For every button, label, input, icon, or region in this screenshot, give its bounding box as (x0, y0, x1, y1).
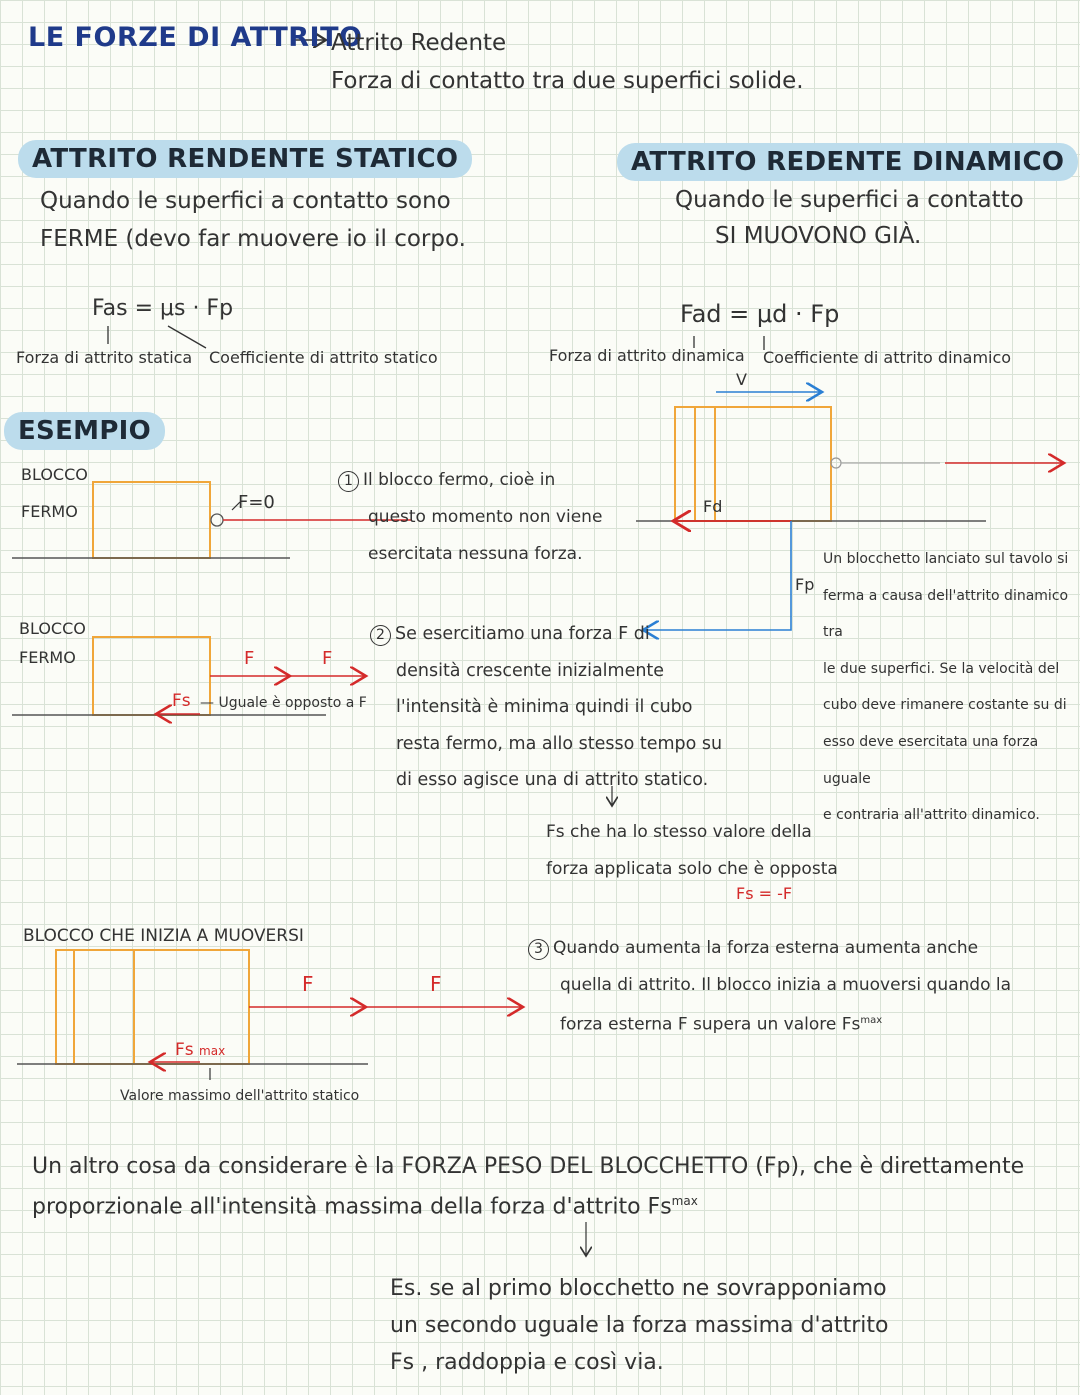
static-force-label: Forza di attrito statica (16, 348, 193, 367)
block-moving (17, 950, 523, 1080)
fs-note: Fs che ha lo stesso valore della forza applicata solo che è opposta (546, 822, 838, 879)
title-arrow-label: Attrito Redente (331, 30, 507, 56)
f-label-b: F (322, 648, 333, 669)
fsmax-label: Fs max (175, 1040, 226, 1060)
opposite-note: — Uguale è opposto a F (200, 695, 367, 711)
bottom-example: Es. se al primo blocchetto ne sovrapponiamo un secondo uguale la forza massima d'attrito Fs , raddoppia e così via. (390, 1276, 889, 1375)
f-label-d: F (430, 972, 442, 996)
fp-label: Fp (795, 575, 815, 594)
example-badge: ESEMPIO (4, 412, 165, 450)
dynamic-desc-2: SI MUOVONO GIÀ. (715, 223, 922, 249)
static-desc-2: FERME (devo far muovere io il corpo. (40, 226, 466, 252)
block1-label-1: BLOCCO (21, 465, 88, 484)
page-title: LE FORZE DI ATTRITO (28, 22, 363, 53)
step1-text: 1 Il blocco fermo, cioè in questo momento non viene esercitata nessuna forza. (338, 462, 602, 573)
f-label-a: F (244, 648, 255, 669)
fs-equation: Fs = -F (736, 884, 793, 903)
static-coeff-label: Coefficiente di attrito statico (209, 348, 438, 367)
block1-label-2: FERMO (21, 502, 78, 521)
block3-label: BLOCCO CHE INIZIA A MUOVERSI (23, 926, 304, 946)
f-zero-label: F=0 (238, 492, 275, 513)
static-desc-1: Quando le superfici a contatto sono (40, 188, 451, 214)
dynamic-badge: ATTRITO REDENTE DINAMICO (617, 143, 1078, 181)
bottom-line-1: Un altro cosa da considerare è la FORZA PESO DEL BLOCCHETTO (Fp), che è direttamente (32, 1154, 1025, 1179)
fsmax-note: Valore massimo dell'attrito statico (120, 1088, 360, 1104)
static-badge: ATTRITO RENDENTE STATICO (18, 140, 472, 178)
static-formula: Fas = μs · Fp (92, 296, 234, 321)
step3-text: 3 Quando aumenta la forza esterna aumenta anche quella di attrito. Il blocco inizia a muoversi quando la forza esterna F supera un valore $Fs^{max}$ (528, 930, 1011, 1043)
velocity-label: V (736, 370, 747, 389)
dynamic-formula: Fad = μd · Fp (680, 300, 840, 328)
bottom-line-2: proporzionale all'intensità massima della forza d'attrito $Fs^{max}$ (32, 1194, 698, 1220)
step2-text: 2 Se esercitiamo una forza F di densità crescente inizialmente l'intensità è minima quindi il cubo resta fermo, ma allo stesso tempo su di esso agisce una di attrito statico. (370, 616, 722, 799)
fs-label: Fs (172, 691, 191, 711)
dynamic-coeff-label: Coefficiente di attrito dinamico (763, 348, 1012, 367)
dynamic-desc-1: Quando le superfici a contatto (675, 187, 1024, 213)
block2-label-1: BLOCCO (19, 619, 86, 638)
block2-label-2: FERMO (19, 648, 76, 667)
dynamic-note: Un blocchetto lanciato sul tavolo si ferma a causa dell'attrito dinamico tra le due superfici. Se la velocità del cubo deve rimanere costante su di esso deve esercitata una forza uguale e contraria all'attrito dinamico. (823, 551, 1069, 824)
fd-label: Fd (703, 497, 723, 516)
definition-text: Forza di contatto tra due superfici solide. (331, 68, 804, 94)
f-label-c: F (302, 972, 314, 996)
dynamic-force-label: Forza di attrito dinamica (549, 346, 745, 365)
